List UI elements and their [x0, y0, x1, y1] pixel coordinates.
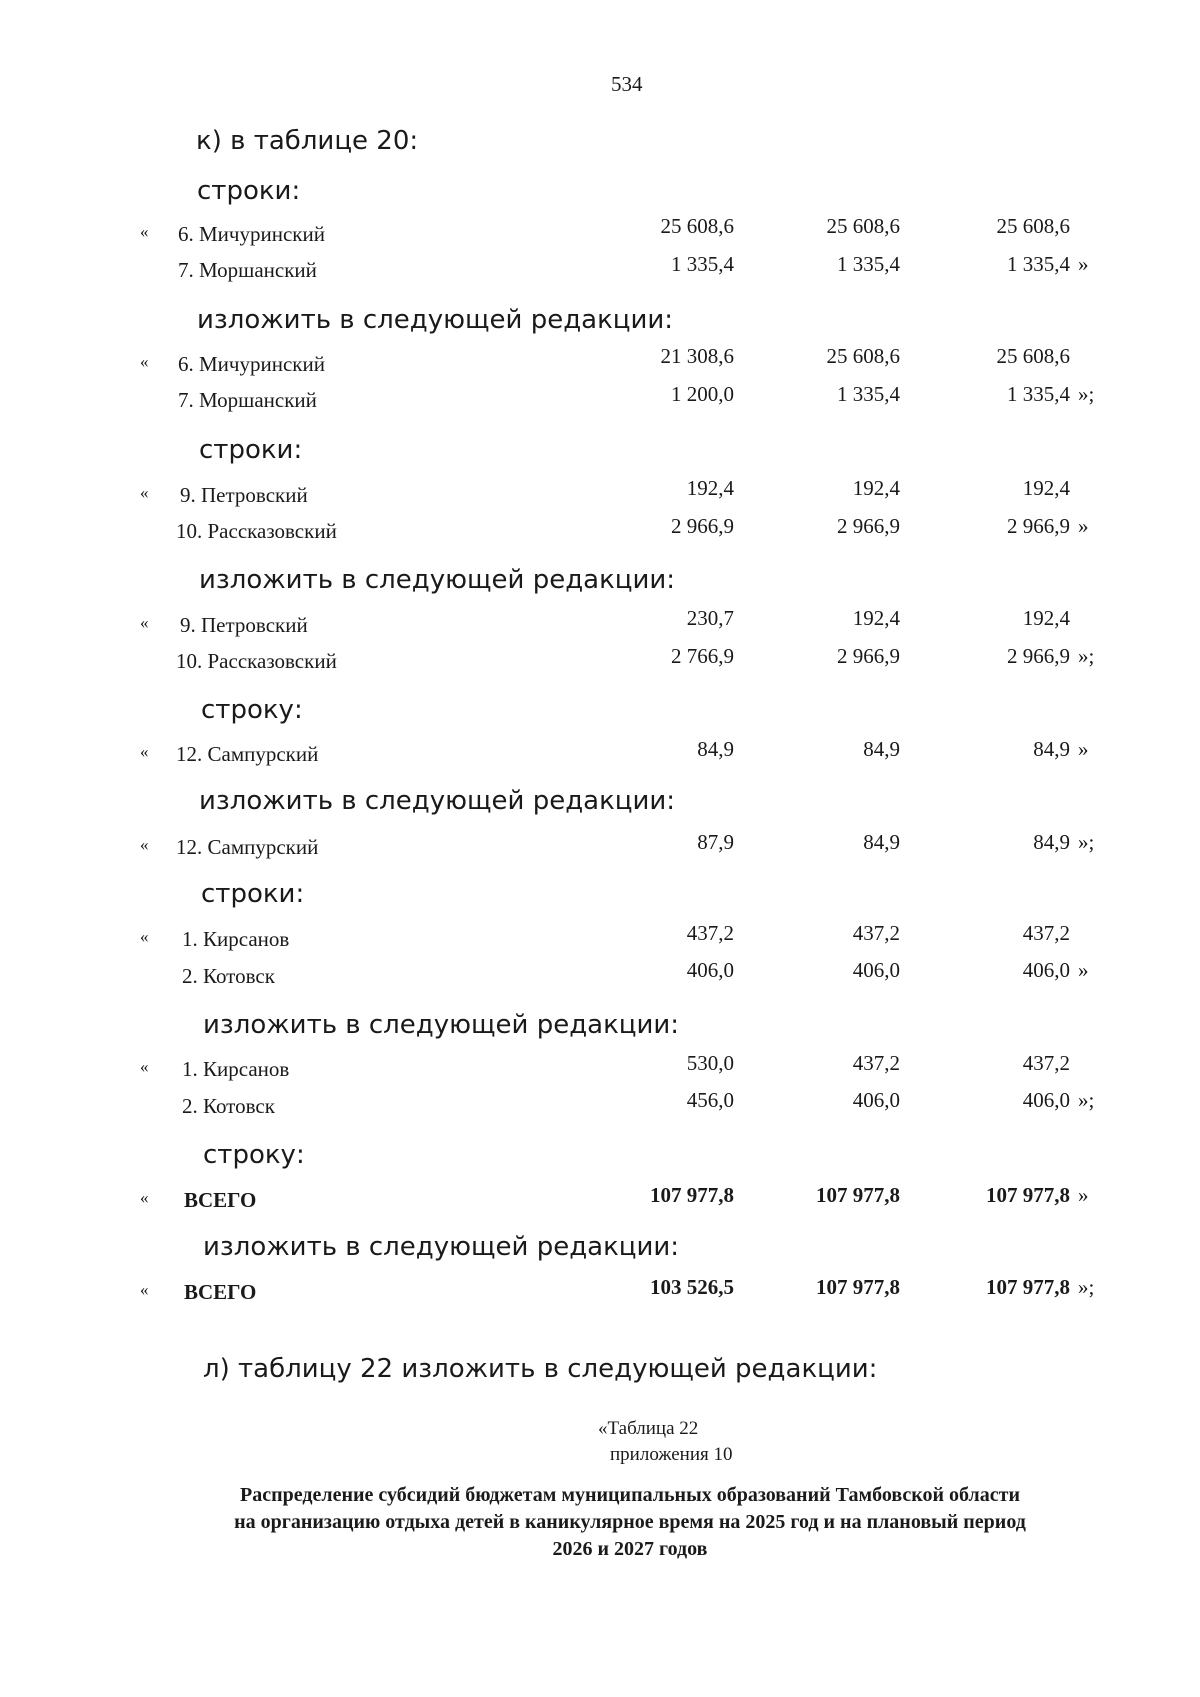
value-2025: 192,4 — [686, 476, 734, 500]
block-2-label: строки: — [199, 435, 303, 465]
value-2025: 230,7 — [686, 606, 734, 630]
close-quote: »; — [1078, 644, 1095, 668]
close-quote: »; — [1078, 830, 1095, 854]
open-quote: « — [140, 483, 149, 502]
block-4-label: строки: — [201, 879, 305, 909]
value-2026: 437,2 — [852, 1051, 900, 1075]
value-2025: 1 335,4 — [671, 252, 734, 276]
table-caption-line-2: приложения 10 — [610, 1444, 733, 1465]
value-2025: 25 608,6 — [660, 214, 734, 238]
value-2026: 1 335,4 — [837, 382, 900, 406]
block-3-new-row-1 — [0, 830, 1200, 863]
value-2026: 192,4 — [852, 476, 900, 500]
block-2-old-row-2 — [0, 514, 1200, 547]
row-name: 1. Кирсанов — [182, 1057, 290, 1081]
value-2025: 2 766,9 — [671, 644, 734, 668]
close-quote: » — [1078, 252, 1089, 276]
value-2026: 1 335,4 — [837, 252, 900, 276]
block-3-label: строку: — [201, 695, 303, 725]
value-2025: 103 526,5 — [650, 1275, 734, 1299]
block-5-new-row-1 — [0, 1275, 1200, 1308]
row-name: 1. Кирсанов — [182, 927, 290, 951]
value-2025: 2 966,9 — [671, 514, 734, 538]
open-quote: « — [140, 742, 149, 761]
value-2027: 25 608,6 — [996, 214, 1070, 238]
block-1-old-row-1 — [0, 214, 1200, 250]
block-4-old-row-2 — [0, 958, 1200, 992]
open-quote: « — [140, 222, 149, 241]
section-k-heading: к) в таблице 20: — [196, 126, 419, 156]
row-name: 6. Мичуринский — [178, 222, 325, 246]
value-2025: 456,0 — [686, 1088, 734, 1112]
value-2026: 107 977,8 — [816, 1183, 900, 1207]
block-4-old-row-1 — [0, 921, 1200, 955]
section-l-heading: л) таблицу 22 изложить в следующей редакции: — [203, 1354, 878, 1384]
open-quote: « — [140, 1188, 149, 1207]
close-quote: » — [1078, 514, 1089, 538]
block-3-new-label: изложить в следующей редакции: — [199, 786, 676, 816]
value-2027: 437,2 — [1022, 921, 1070, 945]
block-2-new-label: изложить в следующей редакции: — [199, 565, 676, 595]
block-2-new-row-1 — [0, 606, 1200, 641]
value-2026: 406,0 — [852, 1088, 900, 1112]
value-2025: 437,2 — [686, 921, 734, 945]
close-quote: » — [1078, 737, 1089, 761]
value-2027: 406,0 — [1022, 1088, 1070, 1112]
open-quote: « — [140, 835, 149, 854]
value-2027: 1 335,4 — [1007, 252, 1070, 276]
value-2025: 1 200,0 — [671, 382, 734, 406]
row-name: 12. Сампурский — [176, 835, 319, 859]
row-name: 7. Моршанский — [178, 258, 317, 282]
value-2026: 84,9 — [863, 830, 900, 854]
open-quote: « — [140, 927, 149, 946]
close-quote: »; — [1078, 1088, 1095, 1112]
table-title-line-3: 2026 и 2027 годов — [552, 1538, 708, 1560]
block-4-new-row-1 — [0, 1051, 1200, 1085]
value-2025: 87,9 — [697, 830, 734, 854]
value-2027: 84,9 — [1033, 737, 1070, 761]
block-5-old-row-1 — [0, 1183, 1200, 1216]
block-2-old-row-1 — [0, 476, 1200, 511]
value-2027: 406,0 — [1022, 958, 1070, 982]
row-name: 9. Петровский — [180, 483, 308, 507]
row-name: ВСЕГО — [184, 1188, 257, 1212]
value-2025: 406,0 — [686, 958, 734, 982]
block-1-label: строки: — [197, 176, 301, 206]
value-2027: 192,4 — [1022, 606, 1070, 630]
table-title — [160, 1482, 1100, 1563]
value-2027: 84,9 — [1033, 830, 1070, 854]
value-2026: 25 608,6 — [826, 214, 900, 238]
row-name: 2. Котовск — [182, 964, 275, 988]
value-2026: 2 966,9 — [837, 644, 900, 668]
value-2025: 84,9 — [697, 737, 734, 761]
table-title-line-2: на организацию отдыха детей в каникулярное время на 2025 год и на плановый период — [234, 1511, 1026, 1533]
value-2027: 1 335,4 — [1007, 382, 1070, 406]
block-1-new-row-2 — [0, 382, 1200, 416]
page-number: 534 — [611, 72, 643, 96]
row-name: 10. Рассказовский — [176, 519, 337, 543]
open-quote: « — [140, 352, 149, 371]
value-2027: 437,2 — [1022, 1051, 1070, 1075]
block-5-new-label: изложить в следующей редакции: — [203, 1232, 680, 1262]
table-caption-line-1: «Таблица 22 — [598, 1418, 699, 1439]
value-2026: 192,4 — [852, 606, 900, 630]
value-2027: 2 966,9 — [1007, 514, 1070, 538]
value-2025: 21 308,6 — [660, 344, 734, 368]
value-2026: 84,9 — [863, 737, 900, 761]
value-2026: 107 977,8 — [816, 1275, 900, 1299]
value-2027: 25 608,6 — [996, 344, 1070, 368]
block-1-new-row-1 — [0, 344, 1200, 380]
block-1-old-row-2 — [0, 252, 1200, 286]
row-name: 2. Котовск — [182, 1094, 275, 1118]
close-quote: » — [1078, 958, 1089, 982]
row-name: 9. Петровский — [180, 613, 308, 637]
value-2026: 437,2 — [852, 921, 900, 945]
block-3-old-row-1 — [0, 737, 1200, 770]
row-name: 7. Моршанский — [178, 388, 317, 412]
block-1-new-label: изложить в следующей редакции: — [197, 305, 674, 335]
open-quote: « — [140, 1057, 149, 1076]
value-2025: 530,0 — [686, 1051, 734, 1075]
row-name: 12. Сампурский — [176, 742, 319, 766]
close-quote: » — [1078, 1183, 1089, 1207]
block-2-new-row-2 — [0, 644, 1200, 677]
value-2025: 107 977,8 — [650, 1183, 734, 1207]
open-quote: « — [140, 613, 149, 632]
row-name: 10. Рассказовский — [176, 649, 337, 673]
value-2027: 192,4 — [1022, 476, 1070, 500]
open-quote: « — [140, 1280, 149, 1299]
block-5-label: строку: — [203, 1140, 305, 1170]
value-2027: 107 977,8 — [986, 1183, 1070, 1207]
value-2027: 2 966,9 — [1007, 644, 1070, 668]
close-quote: »; — [1078, 1275, 1095, 1299]
value-2026: 406,0 — [852, 958, 900, 982]
block-4-new-label: изложить в следующей редакции: — [203, 1010, 680, 1040]
row-name: 6. Мичуринский — [178, 352, 325, 376]
row-name: ВСЕГО — [184, 1280, 257, 1304]
block-4-new-row-2 — [0, 1088, 1200, 1122]
value-2027: 107 977,8 — [986, 1275, 1070, 1299]
value-2026: 2 966,9 — [837, 514, 900, 538]
table-title-line-1: Распределение субсидий бюджетам муниципальных образований Тамбовской области — [240, 1484, 1020, 1506]
value-2026: 25 608,6 — [826, 344, 900, 368]
close-quote: »; — [1078, 382, 1095, 406]
